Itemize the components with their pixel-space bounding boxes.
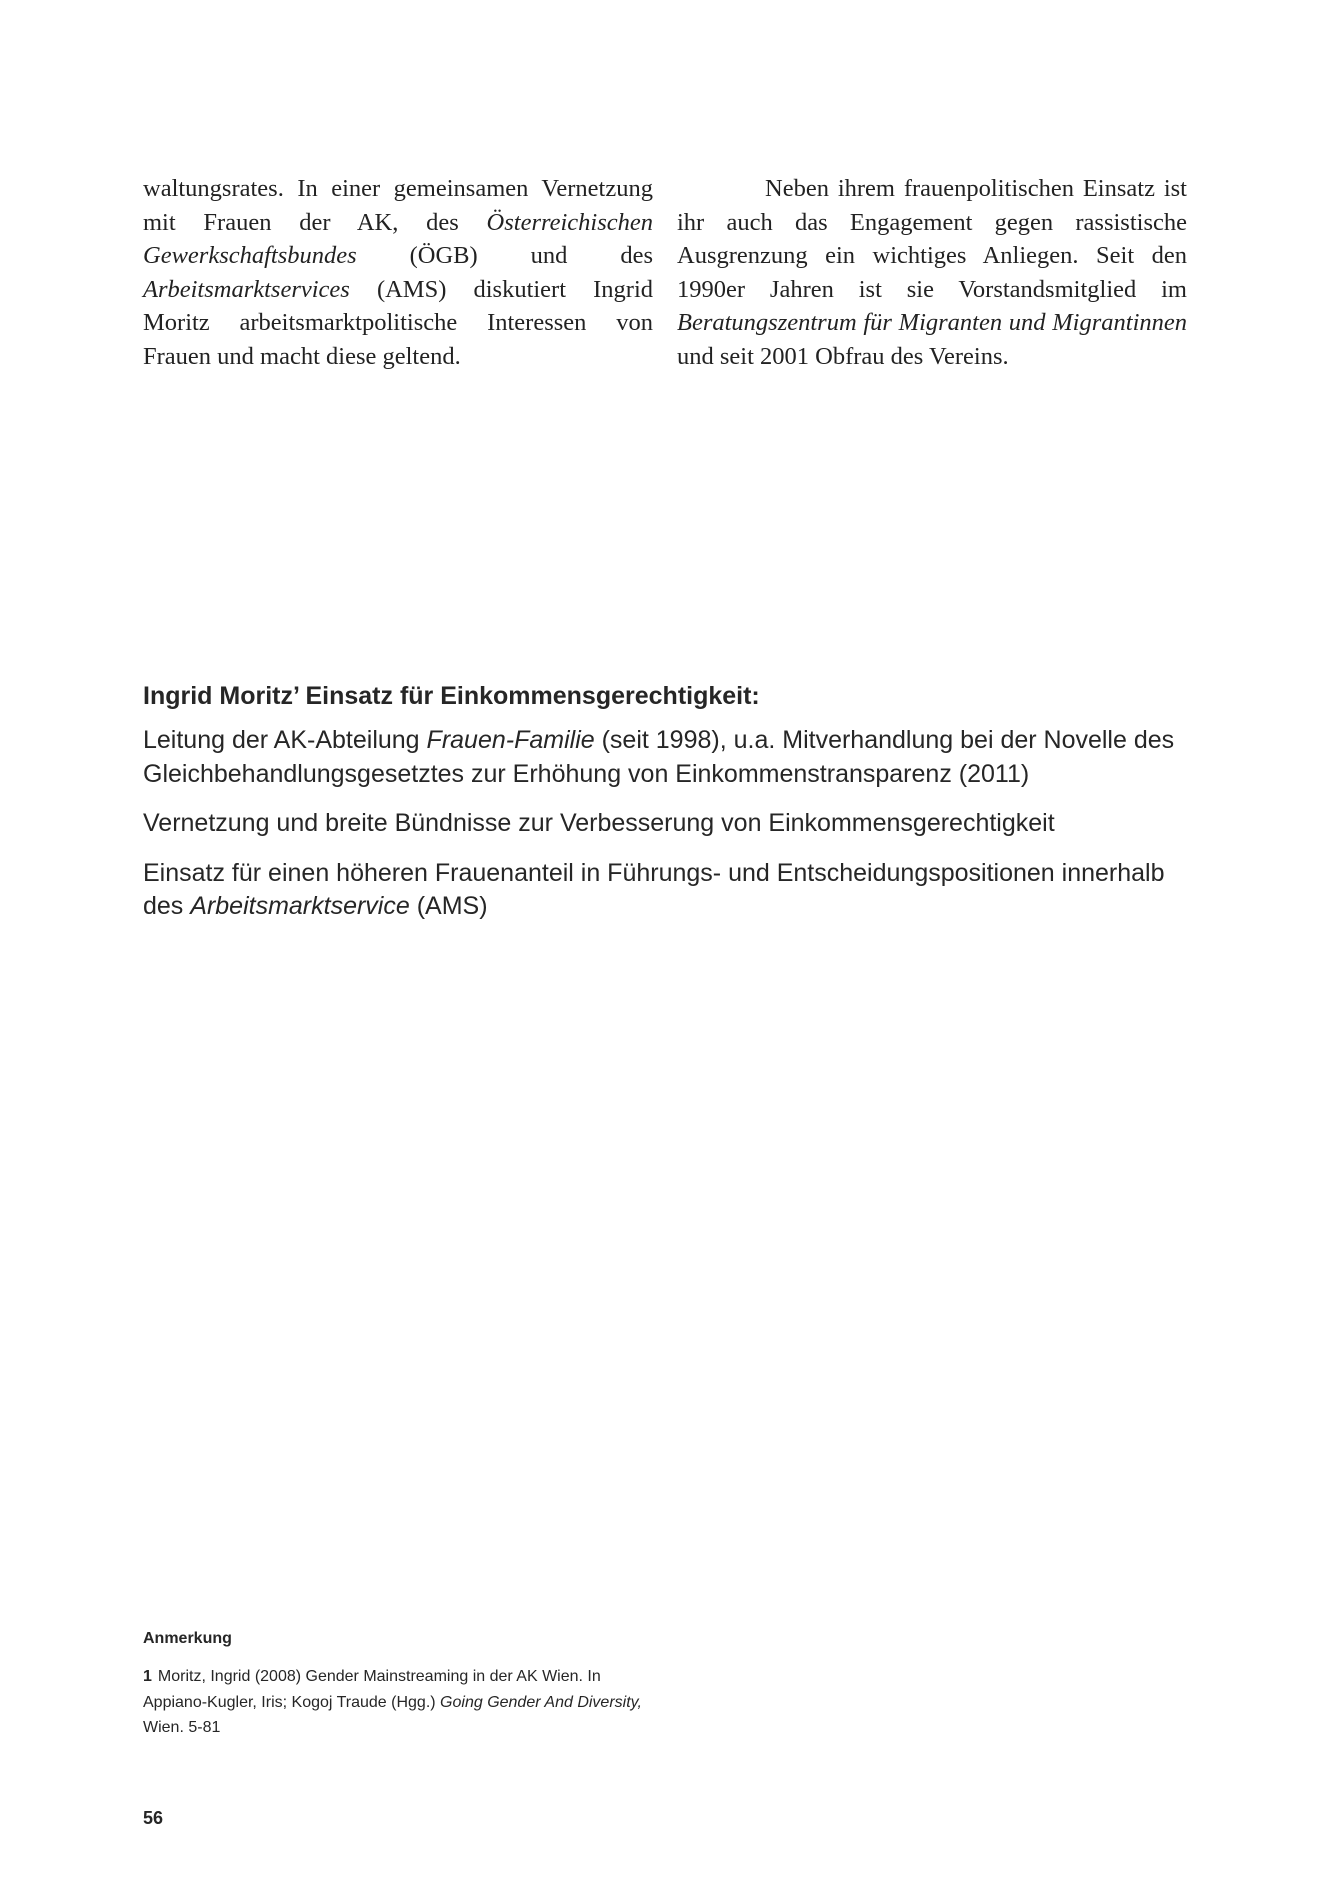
footnotes [143, 1628, 643, 1741]
two-column-body [143, 172, 1187, 382]
right-paragraph: Neben ihrem frauenpolitischen Einsatz ist ihr auch das Engagement gegen rassistische Ausgrenzung ein wichtiges Anliegen. Seit den 1990er Jahren ist sie Vorstandsmitglied im Beratungszentrum für Migranten und Migrantinnen und seit 2001 Obfrau des Vereins. [677, 175, 1187, 370]
left-paragraph: waltungsrates. In einer gemeinsamen Vernetzung mit Frauen der AK, des Österreichischen Gewerkschaftsbundes (ÖGB) und des Arbeitsmarktservices (AMS) diskutiert Ingrid Moritz arbeitsmarktpolitische Interessen von Frauen und macht diese geltend. [143, 175, 653, 370]
highlight-box [143, 680, 1187, 940]
box-item-1: Leitung der AK-Abteilung Frauen-Familie (seit 1998), u.a. Mitverhandlung bei der Novelle des Gleichbehandlungsgesetztes zur Erhöhung von Einkommenstransparenz (2011) [143, 726, 1175, 788]
box-item-2: Vernetzung und breite Bündnisse zur Verbesserung von Einkommensgerechtigkeit [143, 809, 1055, 837]
page-number: 56 [143, 1808, 164, 1828]
footnote-1: 1 Moritz, Ingrid (2008) Gender Mainstreaming in der AK Wien. In Appiano-Kugler, Iris; Kogoj Traude (Hgg.) Going Gender And Diversity, Wien. 5-81 [143, 1668, 642, 1736]
footnotes-heading: Anmerkung [143, 1630, 232, 1647]
box-heading: Ingrid Moritz’ Einsatz für Einkommensgerechtigkeit: [143, 682, 760, 710]
right-column [677, 172, 1187, 382]
left-column [143, 172, 653, 382]
box-item-3: Einsatz für einen höheren Frauenanteil in Führungs- und Entscheidungspositionen innerhalb des Arbeitsmarktservice (AMS) [143, 858, 1165, 920]
footnote-number: 1 [143, 1668, 152, 1685]
